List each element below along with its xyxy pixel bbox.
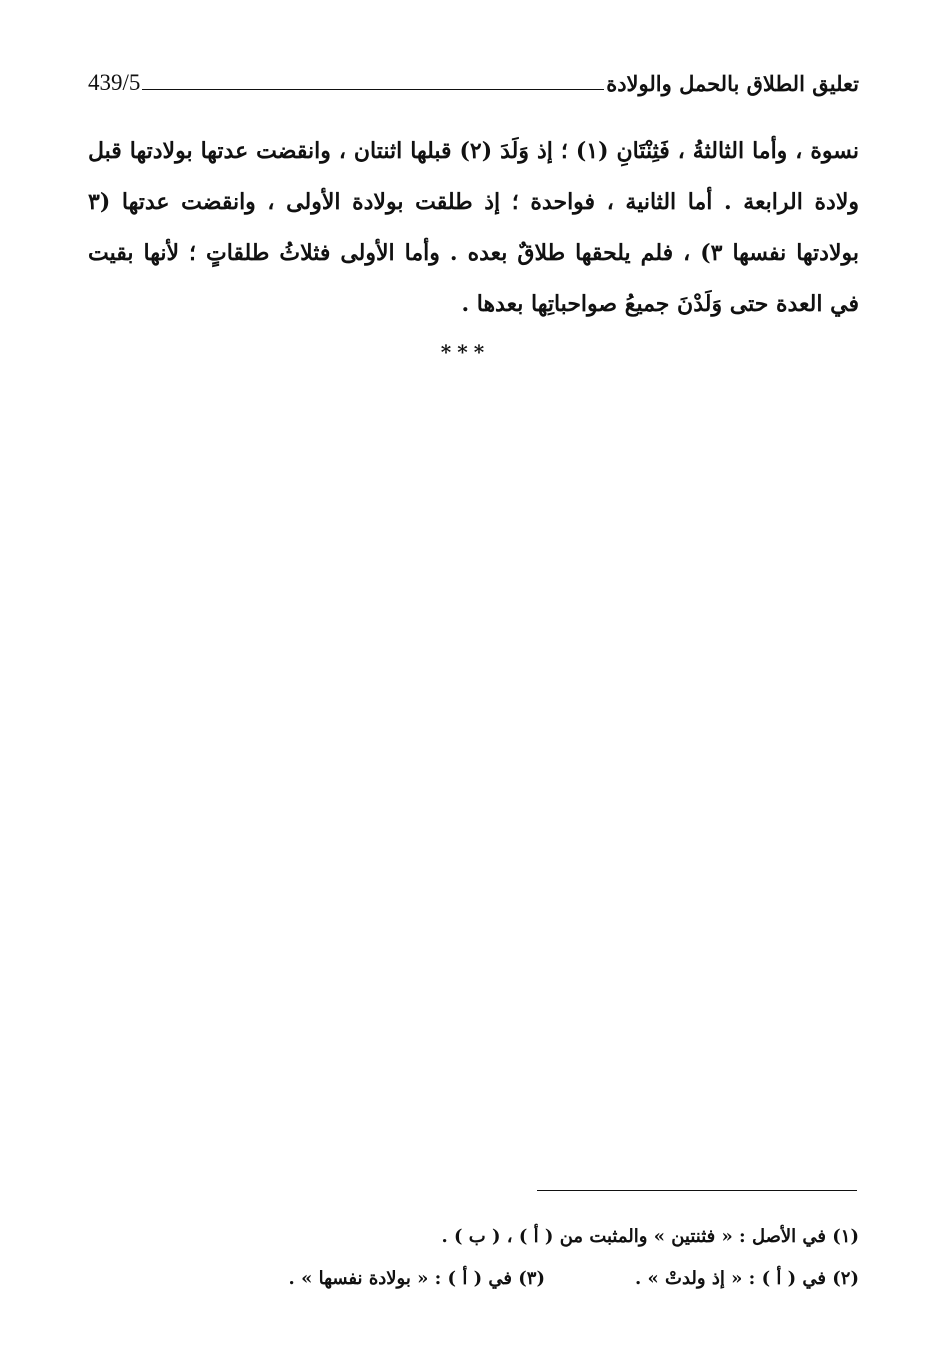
footnote-row — [88, 1215, 859, 1257]
section-divider: *** — [440, 340, 491, 364]
page-reference: 439/5 — [88, 70, 141, 95]
footnote-row — [88, 1257, 859, 1299]
running-header — [88, 60, 859, 94]
body-paragraph: نسوة ، وأما الثالثةُ ، فَثِنْتَانِ (١) ؛ إذ وَلَدَ (٢) قبلها اثنتان ، وانقضت عدتها بولادتها قبل ولادة الرابعة . أما الثانية ، فواحدة ؛ إذ طلقت بولادة الأولى ، وانقضت عدتها (٣ بولادتها نفسها ٣) ، فلم يلحقها طلاقٌ بعده . وأما الأولى فثلاثُ طلقاتٍ ؛ لأنها بقيت في العدة حتى وَلَدْنَ جميعُ صواحباتِها بعدها . — [88, 138, 859, 317]
header-title: تعليق الطلاق بالحمل والولادة — [606, 71, 859, 96]
main-text — [88, 126, 859, 330]
footnotes — [88, 1215, 859, 1299]
header-rule — [142, 89, 604, 90]
footnote-separator — [537, 1190, 857, 1191]
footnote-1: (١) في الأصل : « فثنتين » والمثبت من ( أ ) ، ( ب ) . — [441, 1225, 859, 1247]
footnote-3: (٣) في ( أ ) : « بولادة نفسها » . — [288, 1267, 545, 1289]
footnote-2: (٢) في ( أ ) : « إذ ولدتْ » . — [634, 1267, 859, 1289]
